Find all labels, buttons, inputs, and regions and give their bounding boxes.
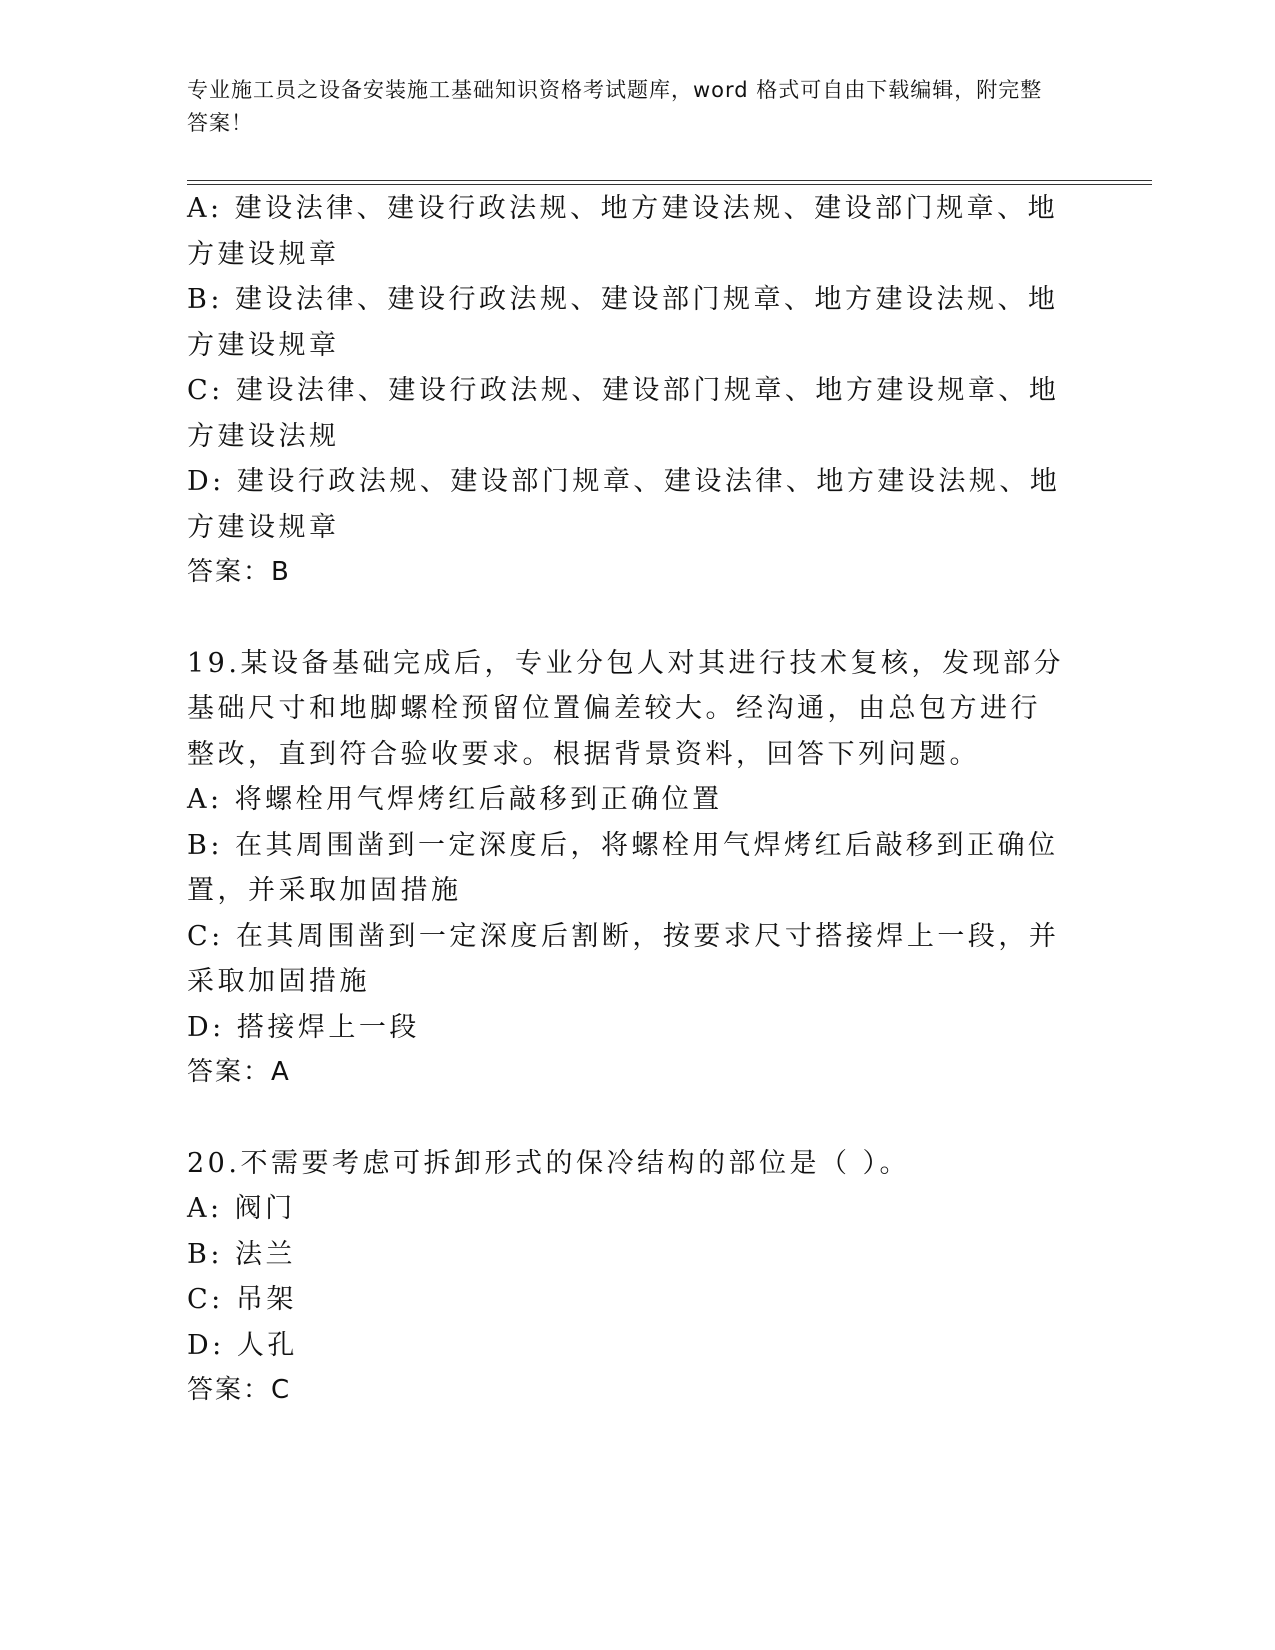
question-18 [187,186,1067,596]
q19-option-c: C: 在其周围凿到一定深度后割断，按要求尺寸搭接焊上一段，并采取加固措施 [187,920,1060,997]
q18-option-c: C: 建设法律、建设行政法规、建设部门规章、地方建设规章、地方建设法规 [187,375,1060,452]
q18-option-b: B: 建设法律、建设行政法规、建设部门规章、地方建设法规、地方建设规章 [187,284,1059,361]
q18-option-a: A: 建设法律、建设行政法规、地方建设法规、建设部门规章、地方建设规章 [187,193,1059,270]
header-divider-top [187,180,1152,181]
q20-stem: 20.不需要考虑可拆卸形式的保冷结构的部位是（ ）。 [187,1147,911,1179]
question-content [187,186,1067,1414]
header-title: 专业施工员之设备安装施工基础知识资格考试题库，word 格式可自由下载编辑，附完整答案！ [187,78,1043,135]
q19-option-d: D: 搭接焊上一段 [187,1011,420,1043]
q20-option-d: D: 人孔 [187,1329,298,1361]
q19-answer: 答案：A [187,1057,291,1087]
q19-option-a: A: 将螺栓用气焊烤红后敲移到正确位置 [187,784,723,815]
q20-option-b: B: 法兰 [187,1238,297,1270]
header-divider-bottom [187,184,1152,185]
q20-option-a: A: 阀门 [187,1193,296,1224]
question-spacer [187,1096,1067,1141]
q20-option-c: C: 吊架 [187,1284,297,1315]
question-20 [187,1141,1067,1414]
q18-option-d: D: 建设行政法规、建设部门规章、建设法律、地方建设法规、地方建设规章 [187,466,1061,543]
q19-option-b: B: 在其周围凿到一定深度后，将螺栓用气焊烤红后敲移到正确位置，并采取加固措施 [187,829,1059,906]
question-19 [187,641,1067,1096]
document-header [187,74,1057,140]
q20-answer: 答案：C [187,1375,292,1405]
question-spacer [187,596,1067,641]
q18-answer: 答案：B [187,557,291,587]
q19-stem: 19.某设备基础完成后，专业分包人对其进行技术复核，发现部分基础尺寸和地脚螺栓预留位置偏差较大。经沟通，由总包方进行整改，直到符合验收要求。根据背景资料，回答下列问题。 [187,647,1064,770]
